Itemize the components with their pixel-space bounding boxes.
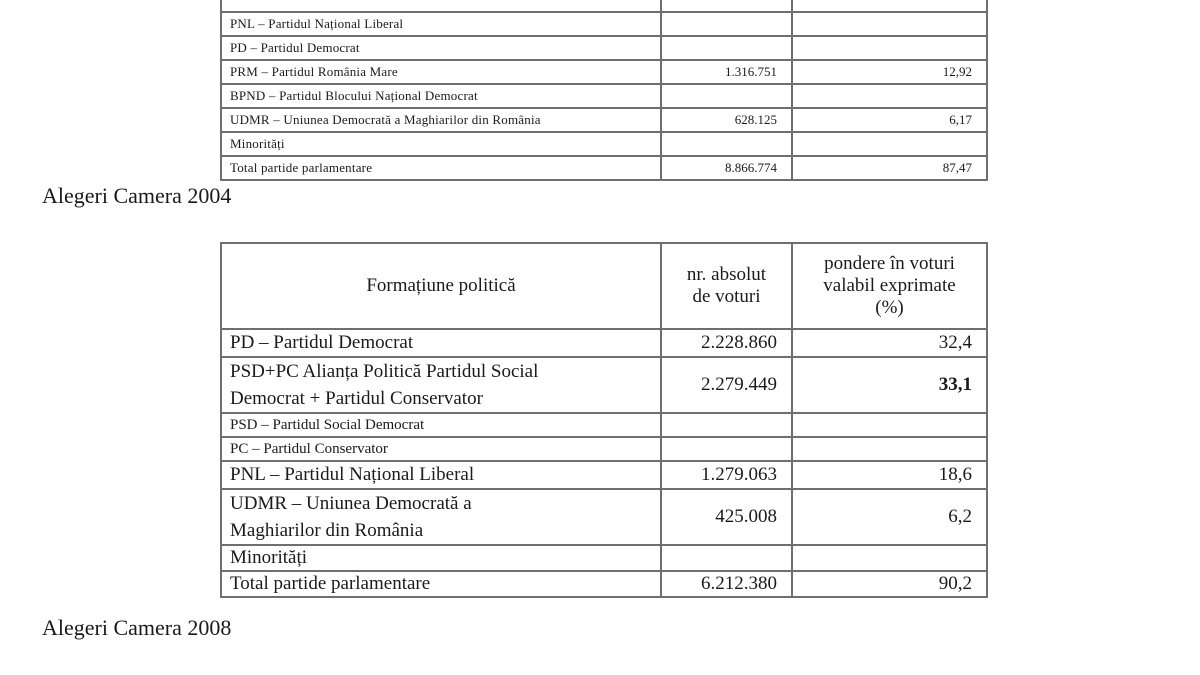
party-cell: PD – Partidul Democrat xyxy=(221,329,661,357)
share-cell: 90,2 xyxy=(792,571,987,597)
share-cell: 33,1 xyxy=(792,357,987,413)
share-cell xyxy=(792,84,987,108)
share-cell: 6,2 xyxy=(792,489,987,545)
party-cell: Total partide parlamentare xyxy=(221,156,661,180)
share-cell: 87,47 xyxy=(792,156,987,180)
party-cell: PSD+PC Alianța Politică Partidul Social Democrat + Partidul Conservator xyxy=(221,357,661,413)
share-cell: 6,17 xyxy=(792,108,987,132)
share-cell xyxy=(792,132,987,156)
votes-cell: 1.279.063 xyxy=(661,461,792,489)
votes-cell xyxy=(661,132,792,156)
share-cell: 12,92 xyxy=(792,60,987,84)
party-cell: PNL – Partidul Național Liberal xyxy=(221,12,661,36)
table-row xyxy=(221,84,987,108)
votes-cell: 2.228.860 xyxy=(661,329,792,357)
table-row xyxy=(221,0,987,12)
table-row xyxy=(221,60,987,84)
table-row xyxy=(221,357,987,413)
votes-cell xyxy=(661,437,792,461)
table-row xyxy=(221,413,987,437)
table-row xyxy=(221,545,987,571)
share-cell: 18,6 xyxy=(792,461,987,489)
party-cell: BPND – Partidul Blocului Național Democrat xyxy=(221,84,661,108)
votes-cell: 2.279.449 xyxy=(661,357,792,413)
table-row xyxy=(221,108,987,132)
party-cell: PD – Partidul Democrat xyxy=(221,36,661,60)
party-cell: PNL – Partidul Național Liberal xyxy=(221,461,661,489)
votes-cell xyxy=(661,12,792,36)
votes-cell: 425.008 xyxy=(661,489,792,545)
party-cell: PRM – Partidul România Mare xyxy=(221,60,661,84)
party-cell: UDMR – Uniunea Democrată a Maghiarilor din România xyxy=(221,489,661,545)
share-cell xyxy=(792,36,987,60)
share-cell xyxy=(792,413,987,437)
votes-cell: 6.212.380 xyxy=(661,571,792,597)
header-share: pondere în voturi valabil exprimate (%) xyxy=(792,243,987,329)
table-row xyxy=(221,156,987,180)
party-cell: PSD – Partidul Social Democrat xyxy=(221,413,661,437)
share-cell xyxy=(792,545,987,571)
share-cell xyxy=(792,437,987,461)
share-cell xyxy=(792,12,987,36)
table-row xyxy=(221,461,987,489)
caption-2008: Alegeri Camera 2008 xyxy=(42,615,232,640)
caption-2004: Alegeri Camera 2004 xyxy=(42,183,232,208)
table-row xyxy=(221,437,987,461)
table-row xyxy=(221,489,987,545)
table-row xyxy=(221,329,987,357)
party-cell: Minorități xyxy=(221,545,661,571)
table-row xyxy=(221,36,987,60)
table-row xyxy=(221,12,987,36)
results-table-2000 xyxy=(220,0,988,181)
party-cell: PC – Partidul Conservator xyxy=(221,437,661,461)
party-cell: Minorități xyxy=(221,132,661,156)
votes-cell: 628.125 xyxy=(661,108,792,132)
header-party: Formațiune politică xyxy=(221,243,661,329)
votes-cell: 8.866.774 xyxy=(661,156,792,180)
votes-cell xyxy=(661,545,792,571)
votes-cell: 1.316.751 xyxy=(661,60,792,84)
results-table-2004 xyxy=(220,242,988,598)
header-votes: nr. absolut de voturi xyxy=(661,243,792,329)
votes-cell xyxy=(661,36,792,60)
share-cell: 32,4 xyxy=(792,329,987,357)
party-cell: Total partide parlamentare xyxy=(221,571,661,597)
header-row xyxy=(221,243,987,329)
votes-cell xyxy=(661,413,792,437)
party-cell: UDMR – Uniunea Democrată a Maghiarilor din România xyxy=(221,108,661,132)
votes-cell xyxy=(661,84,792,108)
table-row xyxy=(221,571,987,597)
table-row xyxy=(221,132,987,156)
